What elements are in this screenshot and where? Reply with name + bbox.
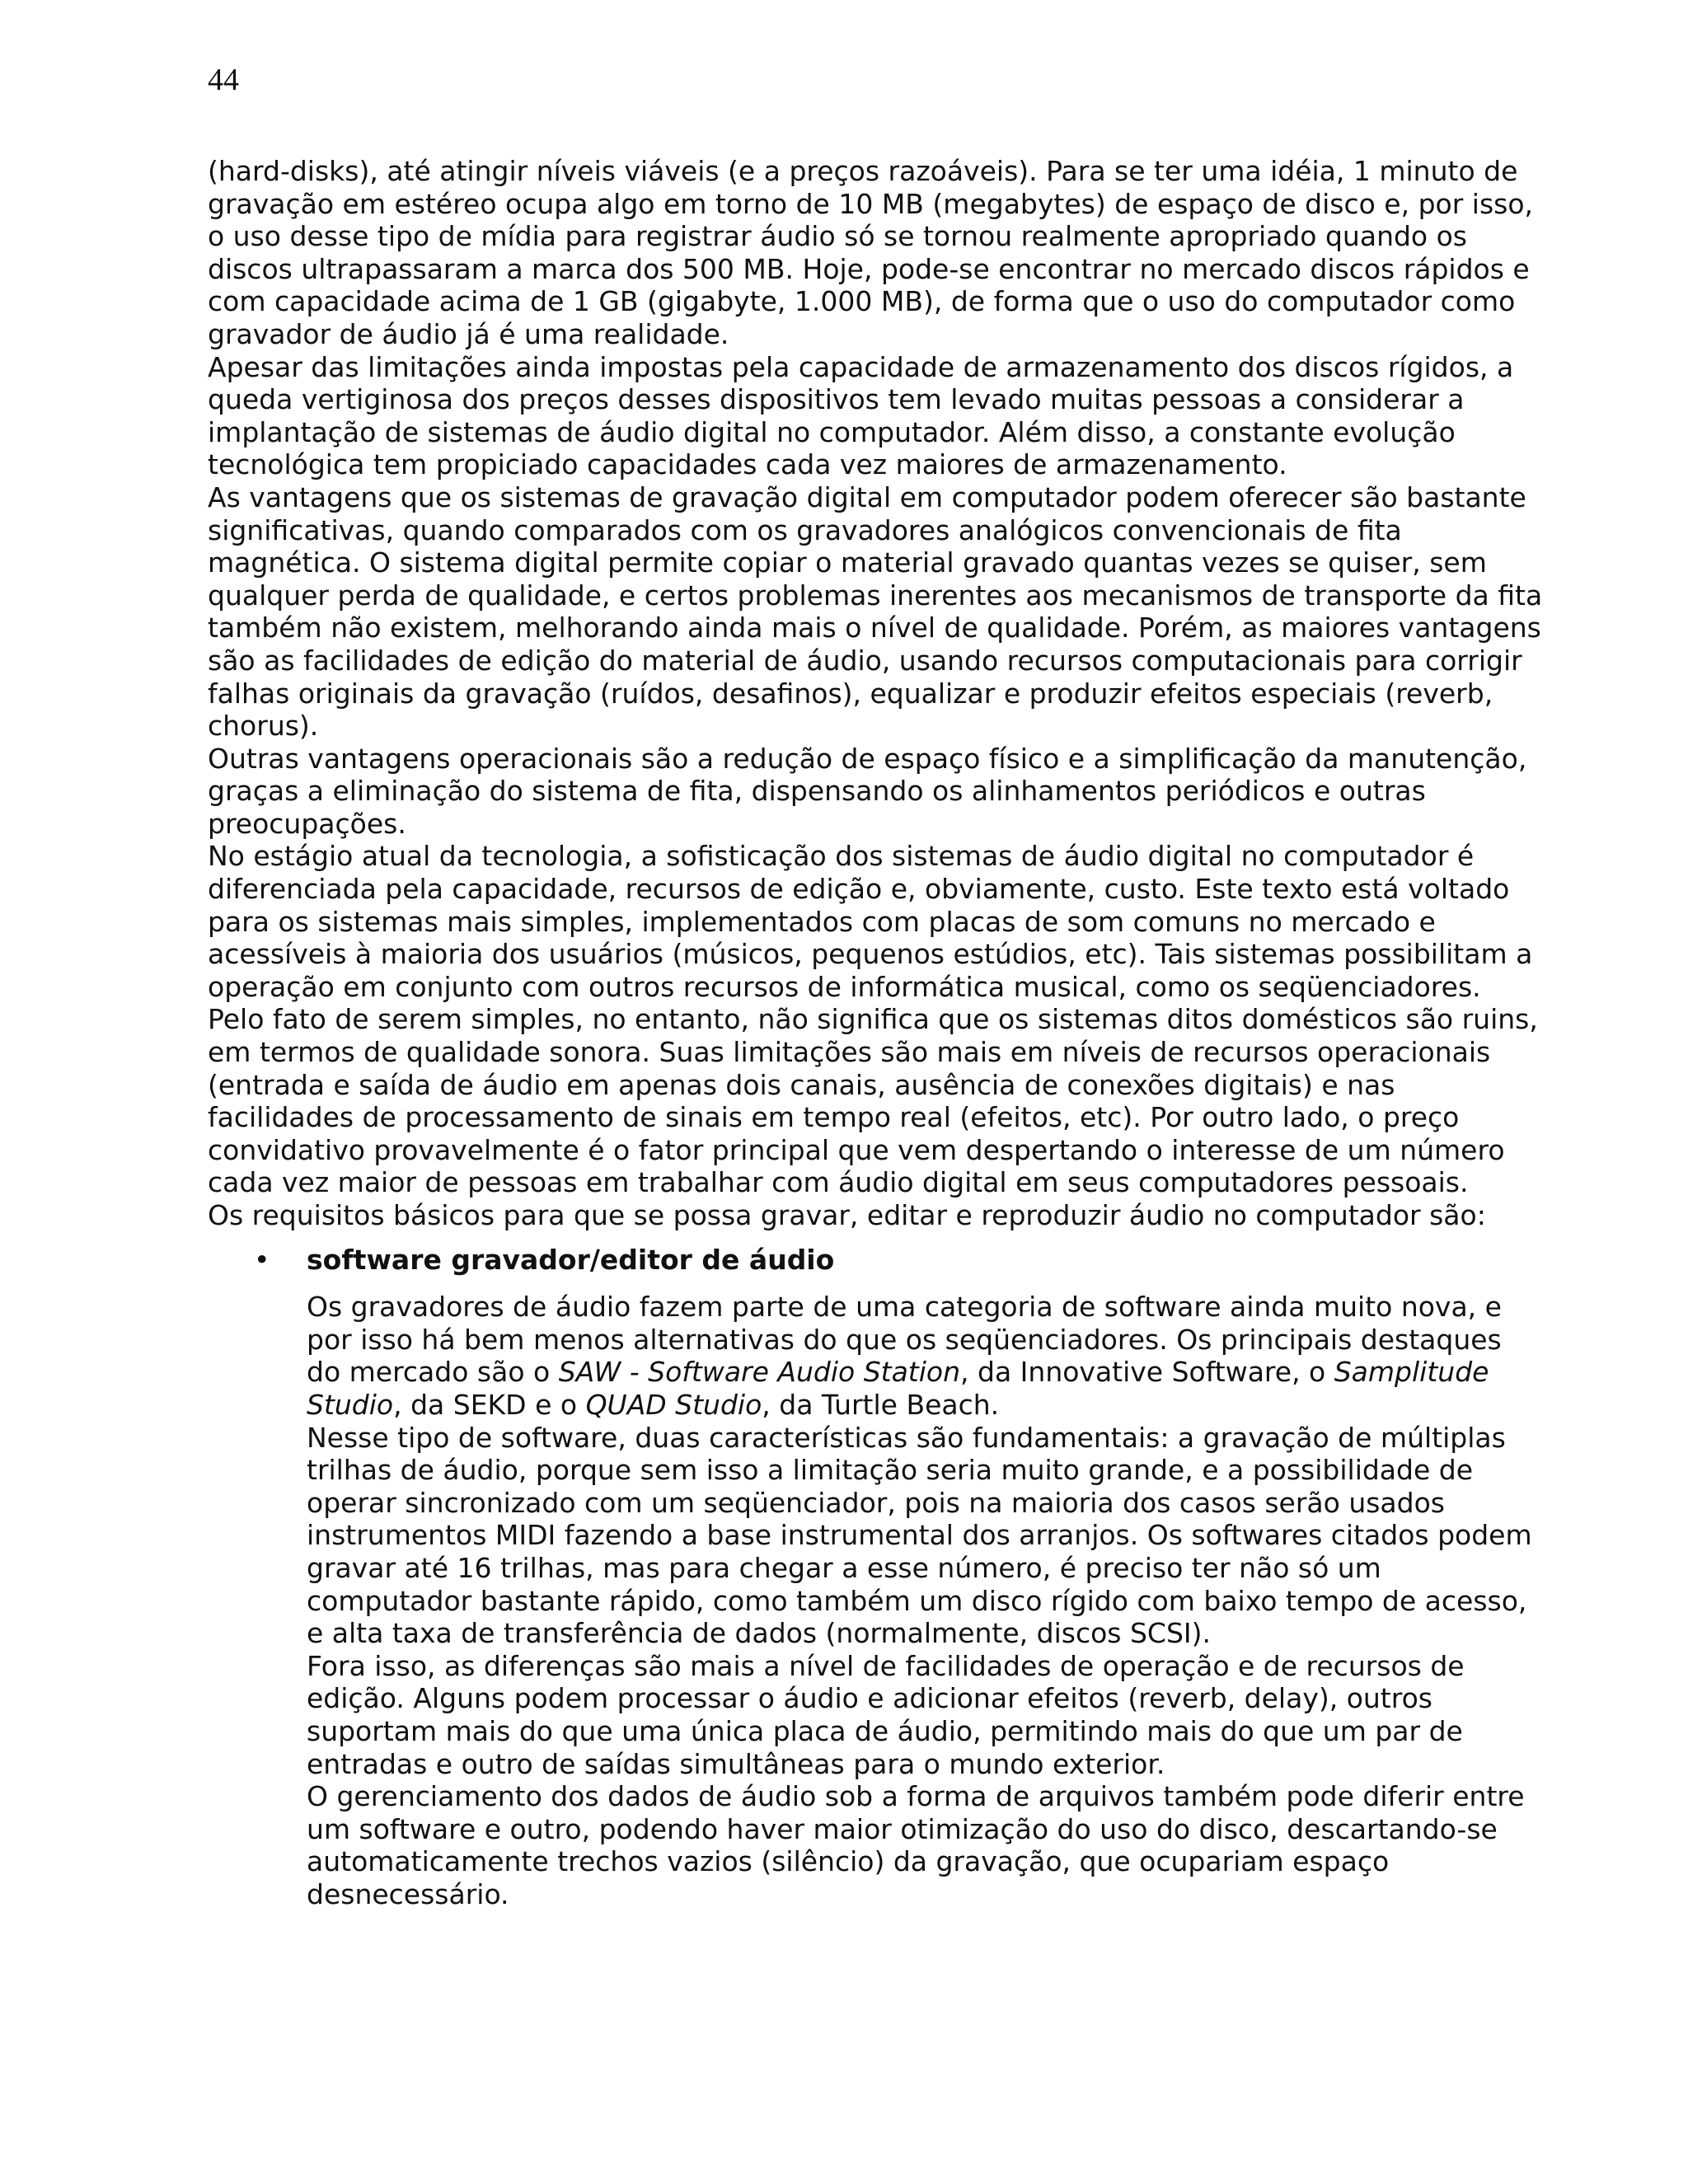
text-run: , da Innovative Software, o <box>960 1356 1334 1389</box>
bullet-marker: • <box>254 1243 270 1276</box>
paragraph-operational-advantages: Outras vantagens operacionais são a redução de espaço físico e a simplificação da manutenção, graças a eliminação do sistema de fita, dispensando os alinhamentos periódicos e outras preocupações. <box>208 742 1527 840</box>
sub-paragraph-characteristics: Nesse tipo de software, duas características são fundamentais: a gravação de múltiplas trilhas de áudio, porque sem isso a limitação seria muito grande, e a possibilidade de operar sincronizado com um seqüenciador, pois na maioria dos casos serão usados instrumentos MIDI fazendo a base instrumental dos arranjos. Os softwares citados podem gravar até 16 trilhas, mas para chegar a esse número, é preciso ter não só um computador bastante rápido, como também um disco rígido com baixo tempo de acesso, e alta taxa de transferência de dados (normalmente, discos SCSI). <box>307 1421 1532 1650</box>
bullet-heading: software gravador/editor de áudio <box>307 1243 835 1276</box>
sub-paragraph-data-management: O gerenciamento dos dados de áudio sob a forma de arquivos também pode diferir entre um software e outro, podendo haver maior otimização do uso do disco, descartando-se automaticamente trechos vazios (silêncio) da gravação, que ocupariam espaço desnecessário. <box>307 1780 1525 1910</box>
paragraph-current-stage: No estágio atual da tecnologia, a sofisticação dos sistemas de áudio digital no computador é diferenciada pela capacidade, recursos de edição e, obviamente, custo. Este texto está voltado para os sistemas mais simples, implementados com placas de som comuns no mercado e acessíveis à maioria dos usuários (músicos, pequenos estúdios, etc). Tais sistemas possibilitam a operação em conjunto com outros recursos de informática musical, como os seqüenciadores. <box>208 840 1533 1003</box>
paragraph-limitations: Apesar das limitações ainda impostas pela capacidade de armazenamento dos discos rígidos, a queda vertiginosa dos preços desses dispositivos tem levado muitas pessoas a considerar a implantação de sistemas de áudio digital no computador. Além disso, a constante evolução tecnológica tem propiciado capacidades cada vez maiores de armazenamento. <box>208 350 1514 481</box>
list-item <box>208 1244 1543 1911</box>
body-text <box>208 155 1543 1910</box>
paragraph-requirements-intro: Os requisitos básicos para que se possa gravar, editar e reproduzir áudio no computador são: <box>208 1199 1486 1231</box>
paragraph-hard-disks: (hard-disks), até atingir níveis viáveis (e a preços razoáveis). Para se ter uma idéia, 1 minuto de gravação em estéreo ocupa algo em torno de 10 MB (megabytes) de espaço de disco e, por isso, o uso desse tipo de mídia para registrar áudio só se tornou realmente apropriado quando os discos ultrapassaram a marca dos 500 MB. Hoje, pode-se encontrar no mercado discos rápidos e com capacidade acima de 1 GB (gigabyte, 1.000 MB), de forma que o uso do computador como gravador de áudio já é uma realidade. <box>208 155 1534 350</box>
paragraph-domestic-systems: Pelo fato de serem simples, no entanto, não significa que os sistemas ditos domésticos são ruins, em termos de qualidade sonora. Suas limitações são mais em níveis de recursos operacionais (entrada e saída de áudio em apenas dois canais, ausência de conexões digitais) e nas facilidades de processamento de sinais em tempo real (efeitos, etc). Por outro lado, o preço convidativo provavelmente é o fator principal que vem despertando o interesse de um número cada vez maior de pessoas em trabalhar com áudio digital em seus computadores pessoais. <box>208 1003 1538 1199</box>
text-run: Os gravadores de áudio fazem parte de uma categoria de software ainda muito nova, e por isso há bem menos alternativas do que os seqüenciadores. Os principais destaques do mercado são o <box>307 1291 1502 1389</box>
page-number: 44 <box>208 63 239 97</box>
text-run: , da SEKD e o <box>393 1388 586 1421</box>
product-name-samplitude: Samplitude Studio <box>307 1356 1489 1421</box>
product-name-quad: QUAD Studio <box>585 1388 762 1421</box>
sub-paragraph-differences: Fora isso, as diferenças são mais a nível de facilidades de operação e de recursos de edição. Alguns podem processar o áudio e adicionar efeitos (reverb, delay), outros suportam mais do que uma única placa de áudio, permitindo mais do que um par de entradas e outro de saídas simultâneas para o mundo exterior. <box>307 1649 1465 1780</box>
sub-paragraph-recorders <box>307 1291 1543 1421</box>
product-name-saw: SAW - Software Audio Station <box>558 1356 961 1389</box>
text-run: , da Turtle Beach. <box>762 1388 1000 1421</box>
paragraph-advantages: As vantagens que os sistemas de gravação digital em computador podem oferecer são bastante significativas, quando comparados com os gravadores analógicos convencionais de fita magnética. O sistema digital permite copiar o material gravado quantas vezes se quiser, sem qualquer perda de qualidade, e certos problemas inerentes aos mecanismos de transporte da fita também não existem, melhorando ainda mais o nível de qualidade. Porém, as maiores vantagens são as facilidades de edição do material de áudio, usando recursos computacionais para corrigir falhas originais da gravação (ruídos, desafinos), equalizar e produzir efeitos especiais (reverb, chorus). <box>208 480 1543 743</box>
